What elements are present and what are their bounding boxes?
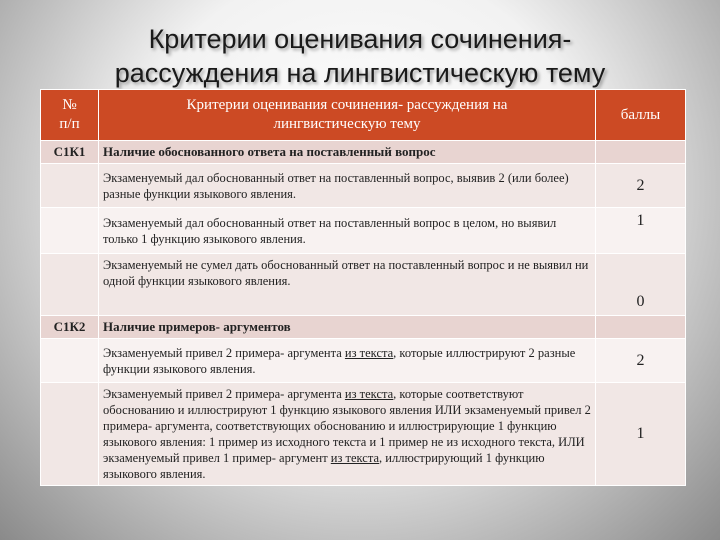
row-number-cell xyxy=(41,164,99,208)
row-score: 1 xyxy=(596,383,686,486)
table-row xyxy=(41,383,686,486)
header-criteria xyxy=(99,90,596,141)
section-row xyxy=(41,141,686,164)
row-text-part: , иллюстрирующий 1 функцию языкового явления. xyxy=(103,451,545,481)
row-number-cell xyxy=(41,208,99,254)
title-line-1: Критерии оценивания сочинения- xyxy=(148,24,572,54)
row-number-cell xyxy=(41,339,99,383)
row-description: Экзаменуемый не сумел дать обоснованный ответ на поставленный вопрос и не выявил ни одной функции языкового явления. xyxy=(99,254,596,316)
criteria-table xyxy=(40,89,686,486)
table-row xyxy=(41,339,686,383)
header-number-line1: № xyxy=(62,97,77,113)
row-text-part: Экзаменуемый привел 2 примера- аргумента xyxy=(103,345,345,360)
table-row xyxy=(41,164,686,208)
row-score: 2 xyxy=(596,164,686,208)
row-text-part: , которые соответствуют обоснованию и иллюстрируют 1 функцию языкового явления ИЛИ экзаменуемый привел 2 примера- аргумента, соответствующих обоснованию и иллюстрирующие 1 функцию языкового явления: 1 пример из исходного текста и 1 пример не из исходного текста, ИЛИ экзаменуемый привел 1 пример- аргумент xyxy=(103,387,591,465)
row-description xyxy=(99,339,596,383)
table-row xyxy=(41,254,686,316)
source-text-link: из текста xyxy=(344,387,394,401)
header-criteria-line2: лингвистическую тему xyxy=(273,116,421,132)
table-row xyxy=(41,208,686,254)
header-criteria-line1: Критерии оценивания сочинения- рассуждения на xyxy=(186,97,508,113)
header-score: баллы xyxy=(596,90,686,141)
table-header-row xyxy=(41,90,686,141)
section-title: Наличие примеров- аргументов xyxy=(99,316,596,339)
row-description: Экзаменуемый дал обоснованный ответ на поставленный вопрос, выявив 2 (или более) разные функции языкового явления. xyxy=(99,164,596,208)
source-text-link: из текста xyxy=(330,451,380,465)
slide-title xyxy=(0,22,720,90)
row-text-part: Экзаменуемый привел 2 примера- аргумента xyxy=(103,387,345,401)
section-row xyxy=(41,316,686,339)
row-score: 2 xyxy=(596,339,686,383)
row-number-cell xyxy=(41,383,99,486)
source-text-link: из текста xyxy=(344,345,394,360)
section-code: С1К1 xyxy=(41,141,99,164)
section-code: С1К2 xyxy=(41,316,99,339)
section-score-cell xyxy=(596,316,686,339)
header-number xyxy=(41,90,99,141)
section-score-cell xyxy=(596,141,686,164)
title-line-2: рассуждения на лингвистическую тему xyxy=(114,58,606,88)
row-score: 1 xyxy=(596,208,686,254)
section-title: Наличие обоснованного ответа на поставленный вопрос xyxy=(99,141,596,164)
row-number-cell xyxy=(41,254,99,316)
row-description xyxy=(99,383,596,486)
row-text-part: , которые иллюстрируют 2 разные функции языкового явления. xyxy=(103,345,576,376)
header-number-line2: п/п xyxy=(59,116,80,132)
row-score: 0 xyxy=(596,254,686,316)
row-description: Экзаменуемый дал обоснованный ответ на поставленный вопрос в целом, но выявил только 1 функцию языкового явления. xyxy=(99,208,596,254)
